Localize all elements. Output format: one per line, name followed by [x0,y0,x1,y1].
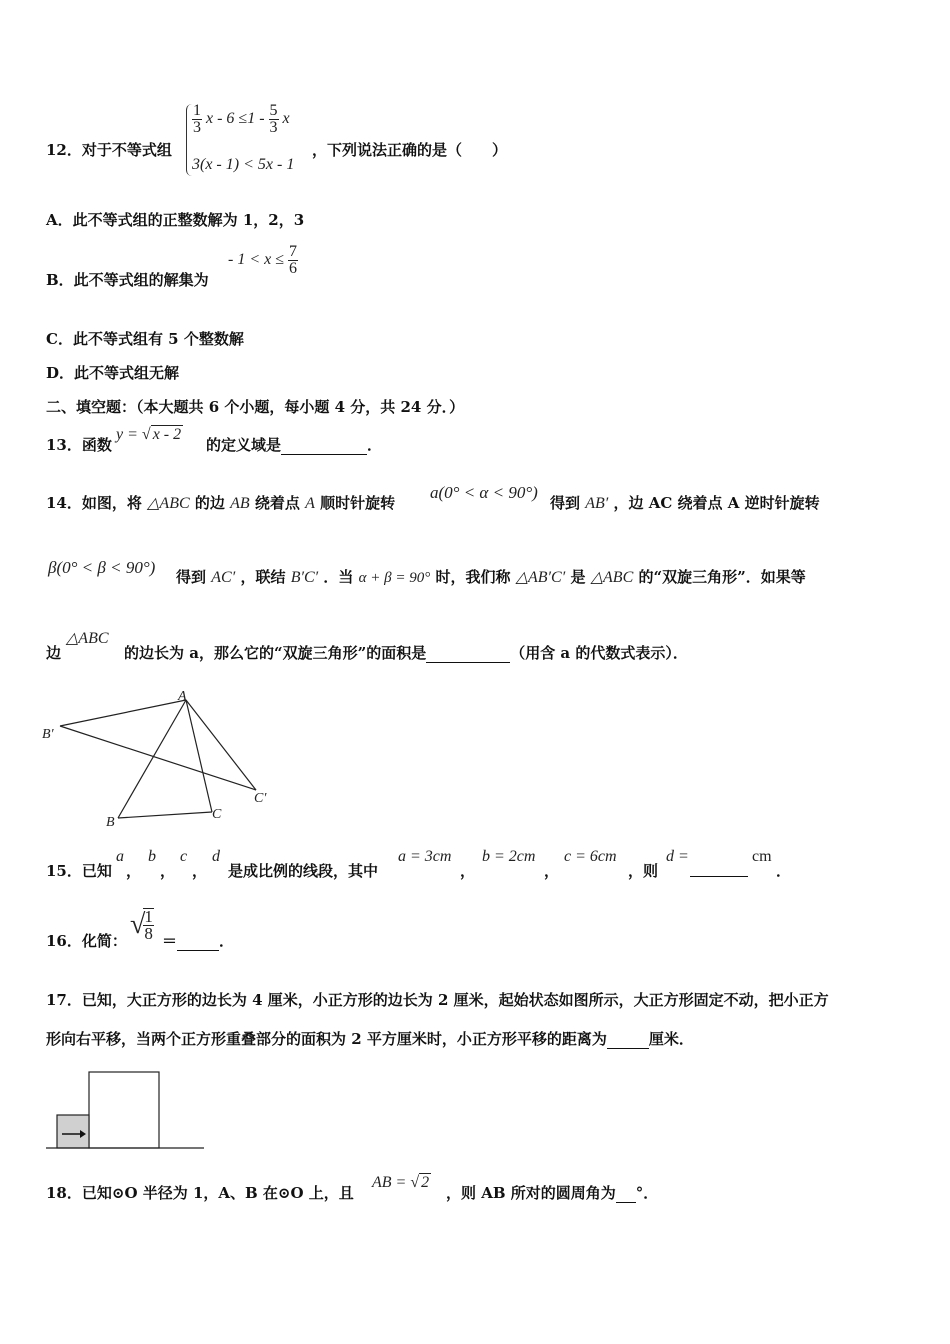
segment-b-c [118,812,212,818]
large-square [89,1072,159,1148]
q16-answer-blank[interactable] [177,932,219,951]
q12-prefix: 12．对于不等式组 [46,141,172,159]
q14-line-1-end: 得到 AB′ ，边 AC 绕着点 A 逆时针旋转 [550,494,820,512]
label-b: B [106,815,115,830]
label-cprime: C′ [254,791,267,806]
label-a: A [178,689,187,704]
q14-line-3: 的边长为 a，那么它的“双旋三角形”的面积是 （用含 a 的代数式表示）． [124,644,688,662]
q18-answer-blank[interactable] [616,1184,636,1203]
q15-then: ，则 [628,862,659,880]
q13-answer-blank[interactable] [281,436,367,455]
q14-answer-blank[interactable] [426,644,510,663]
q15-var-d: d [212,848,220,865]
q15-comma-1: ， [126,862,142,880]
q17-answer-blank[interactable] [607,1030,649,1049]
q12-inequality-2: 3(x - 1) < 5x - 1 [192,156,295,173]
q15-var-c: c [180,848,188,865]
q15-var-b: b [148,848,156,865]
q15-value-c: c = 6cm [564,848,617,865]
q15-unit: cm [752,848,772,865]
q18-suffix: ，则 AB 所对的圆周角为 °． [446,1184,659,1202]
q14-alpha-condition: a(0° < α < 90°) [430,483,538,502]
q13-suffix: 的定义域是 ． [206,436,383,454]
q15-comma-2: ， [160,862,176,880]
q15-mid: 是成比例的线段，其中 [228,862,379,880]
small-square [57,1115,89,1148]
q17-squares-figure [44,1068,206,1152]
q15-var-a: a [116,848,124,865]
q14-triangle-symbol: △ABC [66,630,109,647]
q15-value-d: d = [666,848,689,865]
q15-value-b: b = 2cm [482,848,536,865]
q12-option-b: B．此不等式组的解集为 [46,271,209,289]
q17-line-1: 17．已知，大正方形的边长为 4 厘米，小正方形的边长为 2 厘米，起始状态如图所示，大正方形固定不动，把小正方 [46,991,829,1009]
q16-suffix: ＝ ． [162,932,235,950]
q12-suffix: ，下列说法正确的是（ ） [312,141,508,159]
q16-prefix: 16．化简： [46,932,127,950]
segment-a-b [118,700,186,818]
q18-prefix: 18．已知⊙O 半径为 1，A、B 在⊙O 上，且 [46,1184,354,1202]
label-bprime: B′ [42,727,54,742]
q14-beta-condition: β(0° < β < 90°) [48,558,156,577]
q18-math: AB = √ 2 [372,1174,430,1191]
section-heading: 二、填空题：（本大题共 6 个小题，每小题 4 分，共 24 分．） [46,398,465,416]
q12-option-c: C．此不等式组有 5 个整数解 [46,330,244,348]
q15-comma-5: ， [544,862,560,880]
q14-line-1: 14．如图，将 △ABC 的边 AB 绕着点 A 顺时针旋转 [46,494,396,512]
q12-inequality-1: $\frac{1}{3}$ x - 6 ≤1 - $\frac{5}{3}$ x [193,102,290,136]
segment-bprime-cprime [60,726,256,790]
label-c: C [212,807,222,822]
q15-end: ． [776,862,792,880]
q15-value-a: a = 3cm [398,848,452,865]
q13-math: y = √ x - 2 [116,426,182,443]
q14-line-2: 得到 AC′ ，联结 B′C′ ．当 α + β = 90° 时，我们称 △AB′C′ 是 △ABC 的“双旋三角形”．如果等 [176,568,806,586]
q15-comma-3: ， [192,862,208,880]
segment-a-bprime [60,700,186,726]
q16-radical: √ $\frac{1}{8}$ [130,907,153,943]
q12-option-d: D．此不等式组无解 [46,364,180,382]
q12-option-b-math: - 1 < x ≤ $\frac{7}{6}$ [228,243,298,277]
q15-comma-4: ， [460,862,476,880]
q12-option-a: A．此不等式组的正整数解为 1，2，3 [46,211,305,229]
q14-line-3-start: 边 [46,644,62,662]
q13-prefix: 13．函数 [46,436,112,454]
q15-prefix: 15．已知 [46,862,112,880]
q15-answer-blank[interactable] [690,860,748,877]
q17-line-2: 形向右平移，当两个正方形重叠部分的面积为 2 平方厘米时，小正方形平移的距离为 厘米． [46,1030,694,1048]
q14-rotation-figure [40,688,280,830]
